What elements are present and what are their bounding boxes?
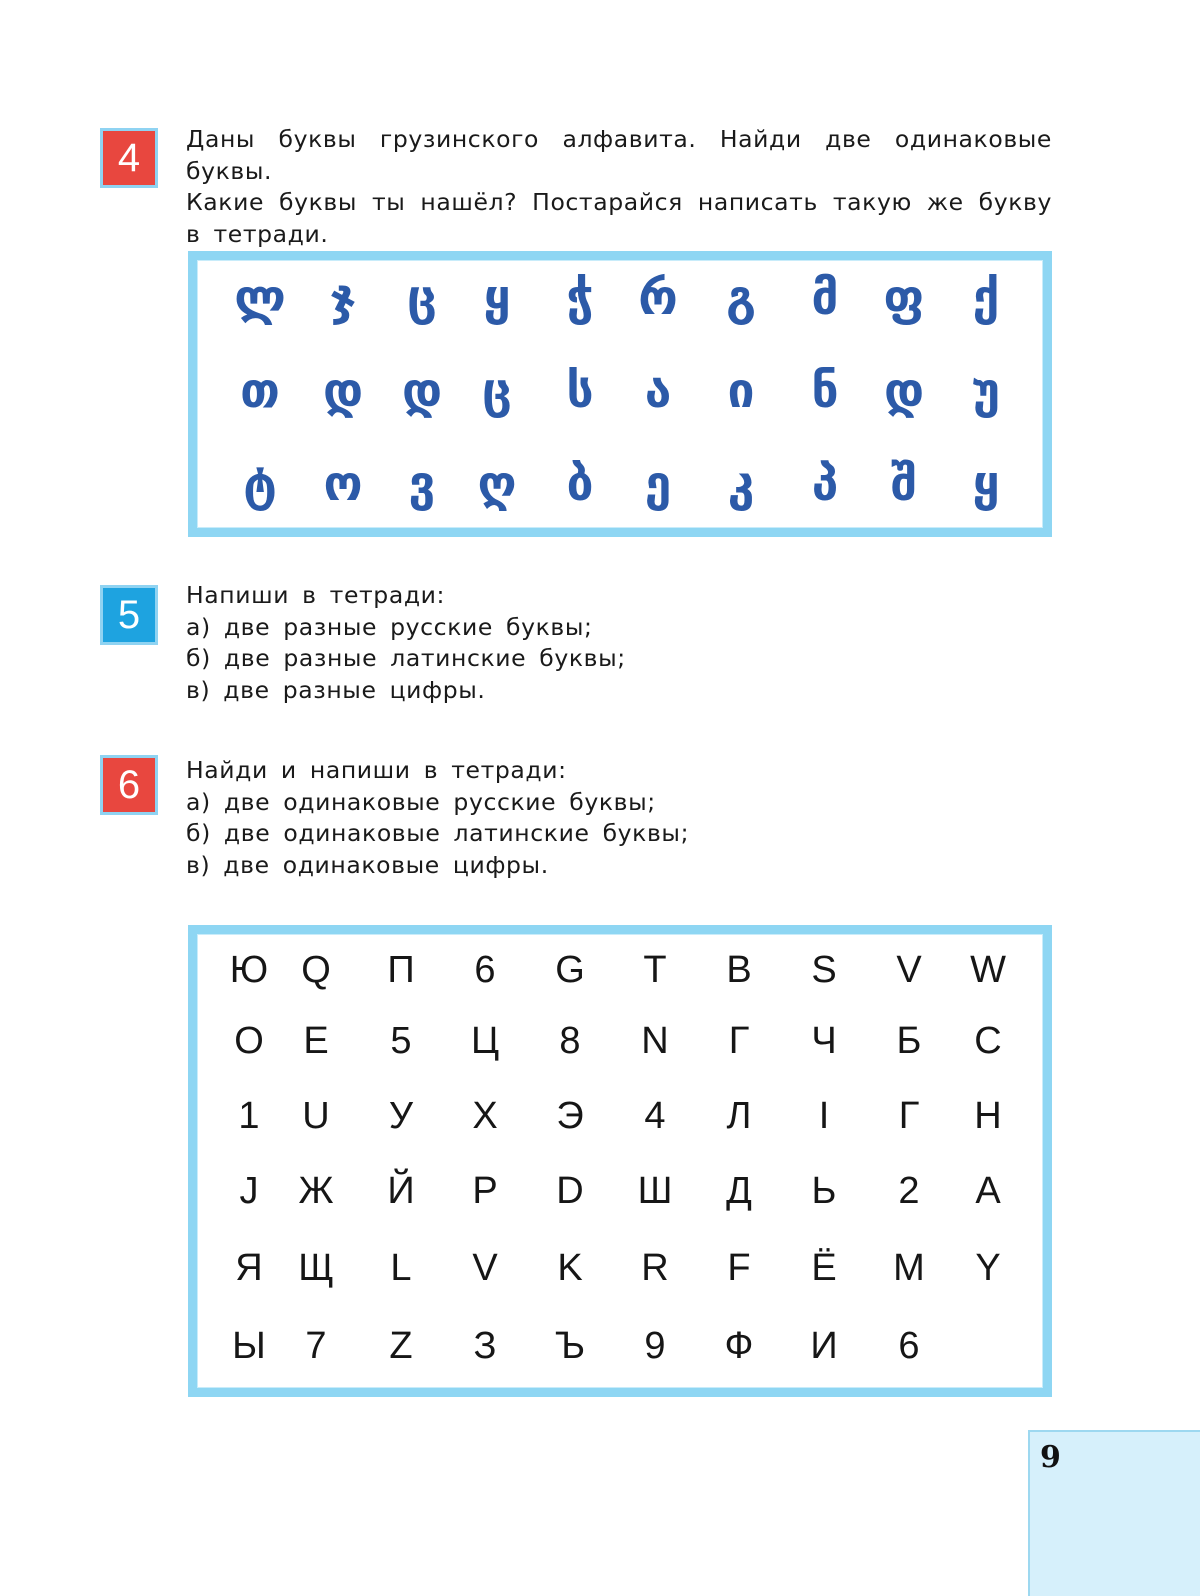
- symbol-r2-c7: Г: [728, 1020, 750, 1062]
- symbol-r3-c10: H: [974, 1095, 1002, 1137]
- task-5-line-4: в) две разные цифры.: [186, 675, 486, 704]
- symbol-r5-c5: K: [557, 1247, 583, 1289]
- symbol-r5-c9: M: [893, 1247, 925, 1289]
- georgian-letter-r2-c6: ა: [644, 363, 672, 419]
- symbol-r4-c7: Д: [726, 1170, 752, 1212]
- task-number-6: 6: [117, 763, 141, 807]
- symbol-r4-c2: Ж: [298, 1170, 334, 1212]
- georgian-letters-grid: [197, 260, 1043, 528]
- symbol-r5-c10: Y: [975, 1247, 1001, 1289]
- georgian-letter-r1-c6: რ: [638, 270, 678, 326]
- symbol-r3-c6: 4: [644, 1095, 666, 1137]
- symbol-r3-c4: X: [472, 1095, 498, 1137]
- task-6-line-3: б) две одинаковые латинские буквы;: [186, 819, 690, 847]
- georgian-letter-r3-c9: შ: [890, 456, 918, 512]
- georgian-letter-r2-c10: უ: [971, 363, 1001, 419]
- symbol-r1-c2: Q: [301, 949, 331, 991]
- task-number-5: 5: [117, 593, 141, 637]
- georgian-letter-r2-c2: დ: [322, 363, 364, 419]
- symbol-r4-c8: Ь: [811, 1170, 837, 1212]
- symbol-r2-c3: 5: [390, 1020, 412, 1062]
- symbol-r6-c5: Ъ: [554, 1325, 586, 1367]
- symbol-r2-c9: Б: [896, 1020, 922, 1062]
- symbol-r2-c6: N: [641, 1020, 669, 1062]
- symbol-r3-c9: Г: [898, 1095, 920, 1137]
- georgian-letter-r2-c3: დ: [401, 363, 443, 419]
- task-4-line-2: Какие буквы ты нашёл? Постарайся написать такую же букву: [186, 188, 1052, 216]
- symbol-r1-c3: П: [387, 949, 415, 991]
- symbol-r4-c6: Ш: [637, 1170, 673, 1212]
- task-number-badge-4: [100, 128, 158, 188]
- task-4-line-3: в тетради.: [186, 219, 329, 248]
- symbol-r3-c5: Э: [556, 1095, 584, 1137]
- symbol-r1-c1: Ю: [229, 949, 269, 991]
- symbol-r1-c7: B: [726, 949, 752, 991]
- symbol-r3-c7: Л: [726, 1095, 752, 1137]
- task-6-line-2: а) две одинаковые русские буквы;: [186, 787, 656, 816]
- georgian-letter-r3-c4: ღ: [477, 456, 517, 512]
- georgian-letters-frame: [188, 251, 1052, 537]
- task-5-line-2: а) две разные русские буквы;: [186, 612, 593, 641]
- symbols-frame: [188, 925, 1052, 1397]
- symbol-r1-c8: S: [811, 949, 837, 991]
- page-number: 9: [1040, 1440, 1061, 1475]
- symbol-r1-c5: G: [555, 949, 585, 991]
- georgian-letter-r1-c5: ჭ: [566, 270, 594, 326]
- symbol-r2-c1: O: [234, 1020, 264, 1062]
- symbol-r3-c1: 1: [238, 1095, 260, 1137]
- georgian-letter-r2-c7: ი: [727, 363, 755, 419]
- symbol-r1-c10: W: [970, 949, 1006, 991]
- symbol-r4-c3: Й: [387, 1170, 415, 1212]
- georgian-letter-r3-c5: ბ: [566, 456, 594, 512]
- task-5-text: [186, 580, 1052, 706]
- georgian-letter-r1-c8: მ: [811, 270, 839, 326]
- symbol-r4-c9: 2: [898, 1170, 920, 1212]
- georgian-letter-r3-c3: ვ: [408, 456, 436, 512]
- georgian-letter-r3-c6: ე: [644, 456, 672, 512]
- symbol-r3-c2: U: [302, 1095, 330, 1137]
- symbol-r6-c1: Ы: [232, 1325, 266, 1367]
- georgian-letter-r1-c3: ც: [407, 270, 437, 326]
- georgian-letter-r2-c5: ს: [566, 363, 594, 419]
- symbol-r2-c10: C: [974, 1020, 1002, 1062]
- georgian-letter-r3-c2: ო: [323, 456, 363, 512]
- georgian-letter-r1-c10: ქ: [972, 270, 1000, 326]
- georgian-letter-r1-c9: ფ: [883, 270, 925, 326]
- task-6-text: [186, 755, 1052, 881]
- task-6-line-1: Найди и напиши в тетради:: [186, 756, 567, 784]
- symbol-r2-c8: Ч: [811, 1020, 837, 1062]
- symbol-r6-c2: 7: [305, 1325, 327, 1367]
- symbol-r5-c4: V: [472, 1247, 498, 1289]
- symbol-r1-c9: V: [896, 949, 922, 991]
- symbol-r4-c1: J: [239, 1170, 259, 1212]
- symbol-r5-c6: R: [641, 1247, 669, 1289]
- georgian-letter-r3-c1: ტ: [243, 456, 277, 512]
- georgian-letter-r1-c7: გ: [726, 270, 756, 326]
- georgian-letter-r2-c4: ც: [482, 363, 512, 419]
- symbol-r4-c4: P: [472, 1170, 498, 1212]
- symbol-r5-c8: Ё: [811, 1247, 837, 1289]
- symbol-r5-c1: Я: [235, 1247, 263, 1289]
- symbol-r6-c8: И: [810, 1325, 838, 1367]
- symbol-r4-c5: D: [556, 1170, 584, 1212]
- georgian-letter-r3-c10: ყ: [972, 456, 1000, 512]
- task-number-badge-5: [100, 585, 158, 645]
- symbol-r6-c7: Ф: [724, 1325, 754, 1367]
- symbol-r6-c6: 9: [644, 1325, 666, 1367]
- georgian-letter-r3-c8: პ: [811, 456, 839, 512]
- symbol-r5-c2: Щ: [298, 1247, 334, 1289]
- symbol-r3-c3: У: [388, 1095, 414, 1137]
- symbol-r6-c3: Z: [389, 1325, 413, 1367]
- task-4-line-1: Даны буквы грузинского алфавита. Найди две одинаковые буквы.: [186, 125, 1052, 185]
- symbol-r6-c4: З: [473, 1325, 497, 1367]
- symbol-r3-c8: I: [818, 1095, 830, 1137]
- task-5-line-1: Напиши в тетради:: [186, 581, 446, 609]
- georgian-letter-r2-c1: თ: [240, 363, 280, 419]
- symbol-r1-c6: T: [643, 949, 667, 991]
- georgian-letter-r1-c1: ლ: [234, 270, 286, 326]
- georgian-letter-r3-c7: კ: [727, 456, 755, 512]
- task-number-4: 4: [117, 136, 141, 180]
- task-4-text: [186, 124, 1052, 250]
- georgian-letter-r1-c2: ჯ: [330, 270, 356, 326]
- task-5-line-3: б) две разные латинские буквы;: [186, 644, 626, 672]
- page-number-tab: [1028, 1430, 1200, 1596]
- georgian-letter-r2-c9: დ: [883, 363, 925, 419]
- symbols-grid: [197, 934, 1043, 1388]
- georgian-letter-r2-c8: ნ: [811, 363, 839, 419]
- symbol-r2-c2: E: [303, 1020, 329, 1062]
- symbol-r5-c7: F: [727, 1247, 751, 1289]
- task-number-badge-6: [100, 755, 158, 815]
- symbol-r2-c4: Ц: [470, 1020, 500, 1062]
- symbol-r5-c3: L: [390, 1247, 412, 1289]
- symbol-r1-c4: 6: [474, 949, 496, 991]
- symbol-r6-c9: 6: [898, 1325, 920, 1367]
- georgian-letter-r1-c4: ყ: [483, 270, 511, 326]
- symbol-r4-c10: A: [975, 1170, 1001, 1212]
- symbol-r2-c5: 8: [559, 1020, 581, 1062]
- task-6-line-4: в) две одинаковые цифры.: [186, 850, 549, 879]
